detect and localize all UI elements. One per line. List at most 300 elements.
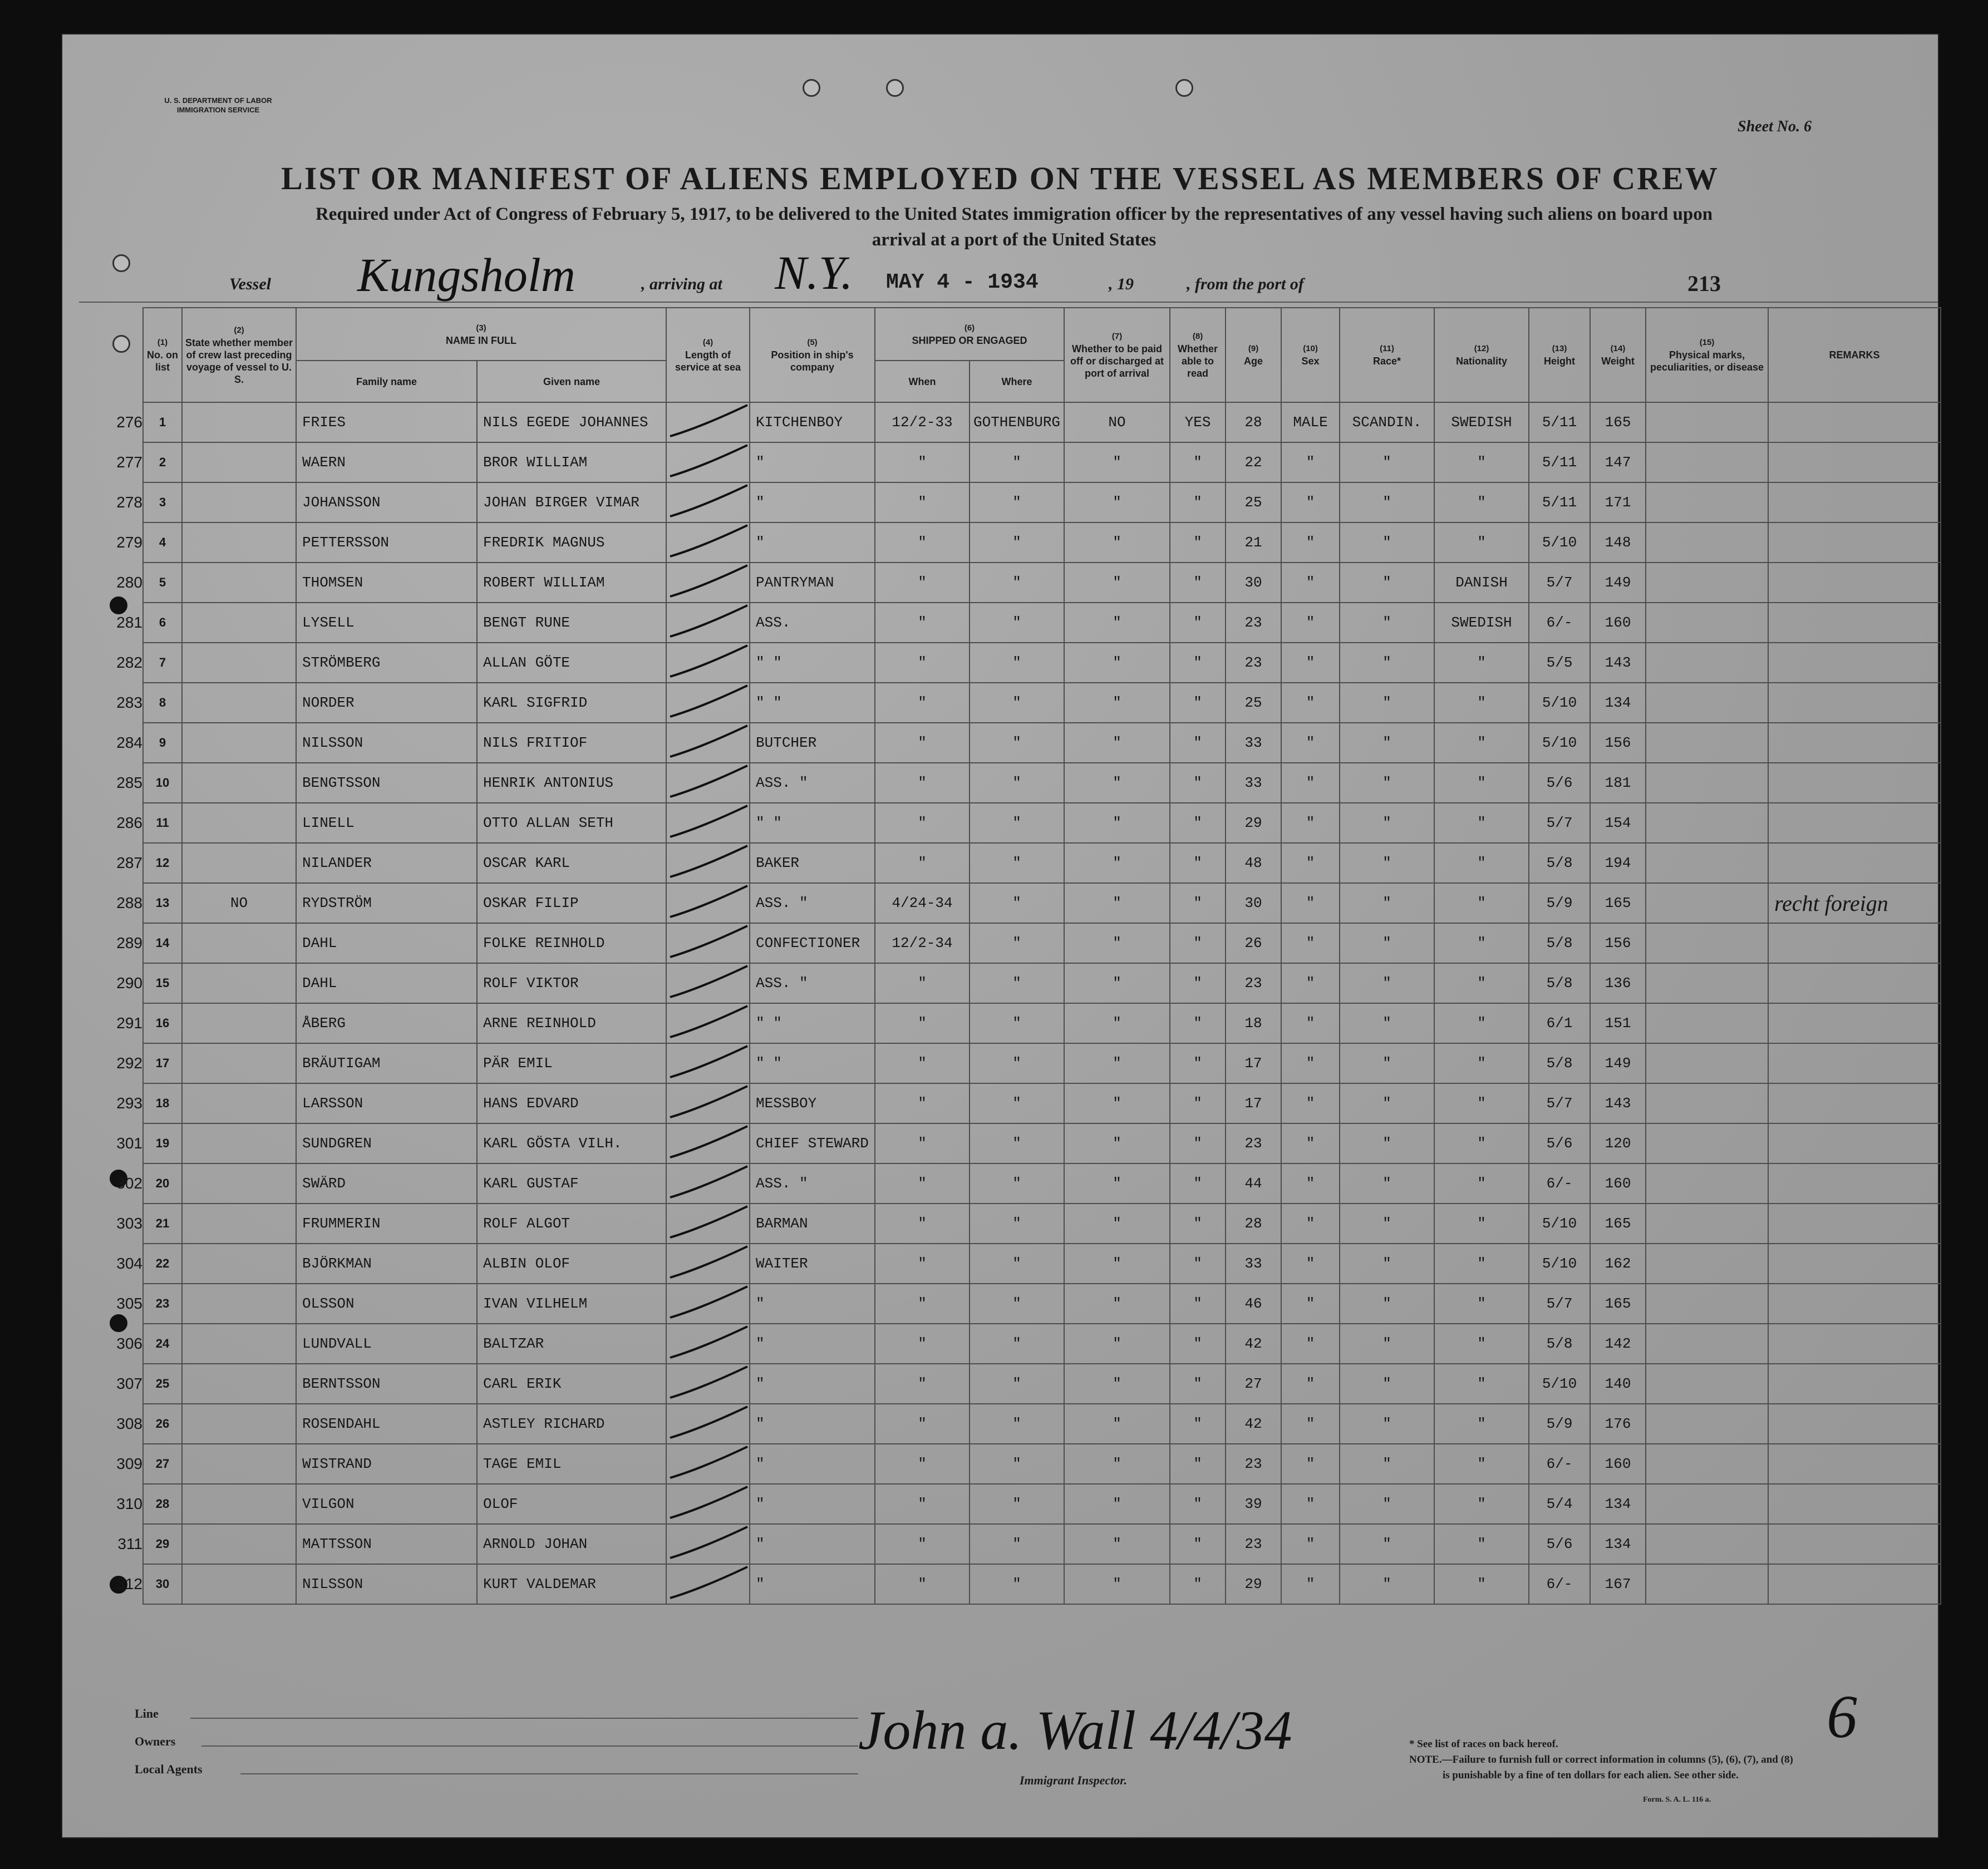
age-cell: 28 <box>1226 1204 1281 1244</box>
col-label: Sex <box>1301 356 1320 367</box>
nationality-cell: " <box>1434 1444 1529 1484</box>
given-name-cell: PÄR EMIL <box>477 1043 666 1083</box>
sex-cell: " <box>1281 1324 1340 1364</box>
able-to-read-cell: " <box>1170 522 1226 563</box>
header-when: When <box>875 361 970 402</box>
weight-cell: 165 <box>1590 1284 1646 1324</box>
nationality-cell: " <box>1434 803 1529 843</box>
position-cell: ASS. <box>750 603 875 643</box>
family-name-cell: LYSELL <box>296 603 477 643</box>
previous-voyage-cell <box>182 1524 296 1564</box>
able-to-read-cell: " <box>1170 482 1226 522</box>
family-name-cell: PETTERSSON <box>296 522 477 563</box>
no-on-list-cell: 27 <box>143 1444 182 1484</box>
col-label: Nationality <box>1456 356 1508 367</box>
col-num: (12) <box>1474 344 1489 353</box>
given-name-cell: ARNE REINHOLD <box>477 1003 666 1043</box>
physical-marks-cell <box>1646 1404 1768 1444</box>
weight-cell: 165 <box>1590 402 1646 442</box>
previous-voyage-cell <box>182 1564 296 1604</box>
physical-marks-cell <box>1646 963 1768 1003</box>
col-label: Length of service at sea <box>675 349 741 373</box>
race-cell: " <box>1340 1083 1434 1123</box>
line-number-cell: 292 <box>116 1054 142 1072</box>
shipped-when-cell: " <box>875 963 970 1003</box>
position-cell: " <box>750 1484 875 1524</box>
paid-off-cell: " <box>1064 1524 1170 1564</box>
col-label: Height <box>1544 356 1576 367</box>
shipped-when-cell: " <box>875 522 970 563</box>
paid-off-cell: " <box>1064 1284 1170 1324</box>
paid-off-cell: " <box>1064 1444 1170 1484</box>
sex-cell: " <box>1281 1284 1340 1324</box>
nationality-cell: " <box>1434 1364 1529 1404</box>
table-row <box>79 482 1941 522</box>
table-row <box>79 1284 1941 1324</box>
sex-cell: " <box>1281 1204 1340 1244</box>
shipped-where-cell: " <box>970 1284 1064 1324</box>
checkmark-stroke <box>670 1006 747 1037</box>
col-num: (5) <box>807 338 818 347</box>
shipped-where-cell: " <box>970 1244 1064 1284</box>
line-number-cell: 279 <box>116 534 142 551</box>
previous-voyage-cell <box>182 723 296 763</box>
able-to-read-cell: " <box>1170 843 1226 883</box>
checkmark-icon <box>667 803 750 842</box>
shipped-where-cell: " <box>970 522 1064 563</box>
previous-voyage-cell <box>182 1404 296 1444</box>
remarks-cell <box>1768 402 1941 442</box>
nationality-cell: " <box>1434 843 1529 883</box>
age-cell: 33 <box>1226 723 1281 763</box>
col-label: Weight <box>1601 356 1635 367</box>
col-label: Position in ship's company <box>771 349 854 373</box>
age-cell: 30 <box>1226 563 1281 603</box>
no-on-list-cell: 1 <box>143 402 182 442</box>
checkmark-icon <box>667 1485 750 1523</box>
checkmark-icon <box>667 1284 750 1323</box>
race-cell: " <box>1340 1244 1434 1284</box>
table-row <box>79 843 1941 883</box>
position-cell: " <box>750 1284 875 1324</box>
race-cell: " <box>1340 1123 1434 1163</box>
table-row <box>79 1043 1941 1083</box>
shipped-when-cell: " <box>875 1324 970 1364</box>
family-name-cell: JOHANSSON <box>296 482 477 522</box>
shipped-where-cell: " <box>970 1043 1064 1083</box>
height-cell: 5/11 <box>1529 482 1590 522</box>
nationality-cell: " <box>1434 1204 1529 1244</box>
age-cell: 44 <box>1226 1163 1281 1204</box>
checkmark-icon <box>667 1444 750 1483</box>
nationality-cell: " <box>1434 1003 1529 1043</box>
given-name-cell: BENGT RUNE <box>477 603 666 643</box>
header-sex <box>1281 308 1340 402</box>
physical-marks-cell <box>1646 1003 1768 1043</box>
family-name-cell: DAHL <box>296 923 477 963</box>
line-number-cell: 308 <box>116 1415 142 1432</box>
table-row <box>79 723 1941 763</box>
checkmark-stroke <box>670 1206 747 1237</box>
header-family-name: Family name <box>296 361 477 402</box>
year-label: , 19 <box>1109 275 1134 293</box>
able-to-read-cell: " <box>1170 883 1226 923</box>
sex-cell: " <box>1281 1364 1340 1404</box>
no-on-list-cell: 5 <box>143 563 182 603</box>
checkmark-icon <box>667 844 750 882</box>
checkmark-stroke <box>670 726 747 757</box>
previous-voyage-cell: NO <box>182 883 296 923</box>
paid-off-cell: " <box>1064 1404 1170 1444</box>
weight-cell: 160 <box>1590 1163 1646 1204</box>
physical-marks-cell <box>1646 843 1768 883</box>
service-tick-cell <box>666 1003 750 1043</box>
remarks-cell <box>1768 482 1941 522</box>
service-tick-cell <box>666 1204 750 1244</box>
able-to-read-cell: " <box>1170 763 1226 803</box>
height-cell: 5/5 <box>1529 643 1590 683</box>
age-cell: 42 <box>1226 1324 1281 1364</box>
table-row <box>79 1404 1941 1444</box>
able-to-read-cell: YES <box>1170 402 1226 442</box>
checkmark-stroke <box>670 1046 747 1077</box>
height-cell: 5/10 <box>1529 1244 1590 1284</box>
checkmark-icon <box>667 1244 750 1283</box>
race-cell: SCANDIN. <box>1340 402 1434 442</box>
sex-cell: " <box>1281 843 1340 883</box>
date-stamp: MAY 4 - 1934 <box>886 270 1039 294</box>
checkmark-stroke <box>670 926 747 957</box>
remarks-cell <box>1768 1244 1941 1284</box>
race-cell: " <box>1340 1404 1434 1444</box>
nationality-cell: " <box>1434 442 1529 482</box>
able-to-read-cell: " <box>1170 643 1226 683</box>
physical-marks-cell <box>1646 1484 1768 1524</box>
family-name-cell: NILANDER <box>296 843 477 883</box>
service-tick-cell <box>666 963 750 1003</box>
weight-cell: 143 <box>1590 1083 1646 1123</box>
col-num: (3) <box>476 323 486 333</box>
weight-cell: 156 <box>1590 723 1646 763</box>
previous-voyage-cell <box>182 923 296 963</box>
race-cell: " <box>1340 923 1434 963</box>
previous-voyage-cell <box>182 803 296 843</box>
race-cell: " <box>1340 1284 1434 1324</box>
family-name-cell: LARSSON <box>296 1083 477 1123</box>
service-tick-cell <box>666 923 750 963</box>
sex-cell: " <box>1281 883 1340 923</box>
previous-voyage-cell <box>182 683 296 723</box>
checkmark-stroke <box>670 1166 747 1197</box>
paid-off-cell: " <box>1064 683 1170 723</box>
family-name-cell: NORDER <box>296 683 477 723</box>
position-cell: " <box>750 1364 875 1404</box>
no-on-list-cell: 24 <box>143 1324 182 1364</box>
age-cell: 22 <box>1226 442 1281 482</box>
nationality-cell: DANISH <box>1434 563 1529 603</box>
previous-voyage-cell <box>182 522 296 563</box>
sheet-label: Sheet No. <box>1738 118 1800 135</box>
remarks-cell <box>1768 442 1941 482</box>
sex-cell: " <box>1281 1163 1340 1204</box>
remarks-cell <box>1768 1083 1941 1123</box>
race-cell: " <box>1340 683 1434 723</box>
shipped-when-cell: " <box>875 1123 970 1163</box>
paid-off-cell: " <box>1064 763 1170 803</box>
line-number-cell: 278 <box>116 494 142 511</box>
table-row <box>79 1163 1941 1204</box>
height-cell: 5/10 <box>1529 683 1590 723</box>
paid-off-cell: NO <box>1064 402 1170 442</box>
remarks-cell <box>1768 963 1941 1003</box>
physical-marks-cell <box>1646 1043 1768 1083</box>
height-cell: 5/8 <box>1529 923 1590 963</box>
race-cell: " <box>1340 1204 1434 1244</box>
checkmark-stroke <box>670 1407 747 1438</box>
height-cell: 5/6 <box>1529 1123 1590 1163</box>
checkmark-icon <box>667 1044 750 1083</box>
family-name-cell: RYDSTRÖM <box>296 883 477 923</box>
shipped-where-cell: " <box>970 923 1064 963</box>
position-cell: BUTCHER <box>750 723 875 763</box>
punch-hole <box>1175 79 1193 97</box>
physical-marks-cell <box>1646 763 1768 803</box>
physical-marks-cell <box>1646 1444 1768 1484</box>
table-row <box>79 563 1941 603</box>
age-cell: 29 <box>1226 803 1281 843</box>
weight-cell: 134 <box>1590 1524 1646 1564</box>
able-to-read-cell: " <box>1170 963 1226 1003</box>
family-name-cell: BJÖRKMAN <box>296 1244 477 1284</box>
able-to-read-cell: " <box>1170 1324 1226 1364</box>
paid-off-cell: " <box>1064 963 1170 1003</box>
table-row <box>79 1083 1941 1123</box>
able-to-read-cell: " <box>1170 803 1226 843</box>
remarks-cell <box>1768 1123 1941 1163</box>
penalty-note: NOTE.—Failure to furnish full or correct information in columns (5), (6), (7), and (8) <box>1409 1754 1793 1766</box>
shipped-when-cell: " <box>875 1564 970 1604</box>
no-on-list-cell: 18 <box>143 1083 182 1123</box>
line-number-cell: 276 <box>116 413 142 431</box>
height-cell: 5/7 <box>1529 1083 1590 1123</box>
checkmark-icon <box>667 563 750 602</box>
from-port-label: , from the port of <box>1187 275 1304 293</box>
shipped-where-cell: " <box>970 442 1064 482</box>
race-cell: " <box>1340 522 1434 563</box>
shipped-where-cell: " <box>970 963 1064 1003</box>
shipped-when-cell: " <box>875 563 970 603</box>
able-to-read-cell: " <box>1170 1204 1226 1244</box>
given-name-cell: ALLAN GÖTE <box>477 643 666 683</box>
shipped-where-cell: " <box>970 1364 1064 1404</box>
shipped-when-cell: " <box>875 1364 970 1404</box>
height-cell: 6/- <box>1529 1564 1590 1604</box>
weight-cell: 162 <box>1590 1244 1646 1284</box>
service-tick-cell <box>666 1404 750 1444</box>
owners-underline <box>201 1745 858 1747</box>
given-name-cell: OSKAR FILIP <box>477 883 666 923</box>
header-no-on-list <box>143 308 182 402</box>
race-cell: " <box>1340 843 1434 883</box>
able-to-read-cell: " <box>1170 603 1226 643</box>
previous-voyage-cell <box>182 643 296 683</box>
checkmark-icon <box>667 443 750 482</box>
checkmark-icon <box>667 603 750 642</box>
physical-marks-cell <box>1646 1564 1768 1604</box>
paid-off-cell: " <box>1064 1364 1170 1404</box>
weight-cell: 142 <box>1590 1324 1646 1364</box>
shipped-when-cell: " <box>875 482 970 522</box>
shipped-when-cell: " <box>875 1083 970 1123</box>
position-cell: " <box>750 482 875 522</box>
table-row <box>79 1204 1941 1244</box>
remarks-cell <box>1768 723 1941 763</box>
nationality-cell: " <box>1434 723 1529 763</box>
service-tick-cell <box>666 1364 750 1404</box>
service-tick-cell <box>666 1564 750 1604</box>
able-to-read-cell: " <box>1170 1284 1226 1324</box>
weight-cell: 160 <box>1590 603 1646 643</box>
previous-voyage-cell <box>182 1083 296 1123</box>
table-row <box>79 522 1941 563</box>
checkmark-icon <box>667 1084 750 1123</box>
nationality-cell: " <box>1434 883 1529 923</box>
height-cell: 5/8 <box>1529 843 1590 883</box>
given-name-cell: OSCAR KARL <box>477 843 666 883</box>
position-cell: PANTRYMAN <box>750 563 875 603</box>
shipped-when-cell: 12/2-33 <box>875 402 970 442</box>
position-cell: " " <box>750 803 875 843</box>
checkmark-stroke <box>670 1527 747 1558</box>
remarks-cell <box>1768 1003 1941 1043</box>
service-tick-cell <box>666 763 750 803</box>
age-cell: 23 <box>1226 963 1281 1003</box>
service-tick-cell <box>666 1524 750 1564</box>
col-label: State whether member of crew last preceding voyage of vessel to U. S. <box>185 337 293 385</box>
col-label: SHIPPED OR ENGAGED <box>912 334 1027 346</box>
service-tick-cell <box>666 1123 750 1163</box>
checkmark-stroke <box>670 966 747 997</box>
physical-marks-cell <box>1646 883 1768 923</box>
sex-cell: " <box>1281 763 1340 803</box>
race-cell: " <box>1340 563 1434 603</box>
line-number-cell: 304 <box>116 1255 142 1272</box>
line-number-cell: 285 <box>116 774 142 791</box>
paid-off-cell: " <box>1064 1564 1170 1604</box>
position-cell: " <box>750 1564 875 1604</box>
height-cell: 5/10 <box>1529 1204 1590 1244</box>
height-cell: 6/1 <box>1529 1003 1590 1043</box>
shipped-where-cell: " <box>970 1444 1064 1484</box>
family-name-cell: ROSENDAHL <box>296 1404 477 1444</box>
height-cell: 5/7 <box>1529 803 1590 843</box>
race-cell: " <box>1340 963 1434 1003</box>
age-cell: 17 <box>1226 1083 1281 1123</box>
height-cell: 6/- <box>1529 1163 1590 1204</box>
col-label: No. on list <box>147 349 178 373</box>
age-cell: 29 <box>1226 1564 1281 1604</box>
line-number-cell: 307 <box>116 1375 142 1392</box>
given-name-cell: FOLKE REINHOLD <box>477 923 666 963</box>
height-cell: 5/6 <box>1529 763 1590 803</box>
service-tick-cell <box>666 1043 750 1083</box>
subtitle-line: Required under Act of Congress of February 5, 1917, to be delivered to the United States immigration officer by the representatives of any vessel having such aliens on board upon <box>315 204 1713 224</box>
service-tick-cell <box>666 1083 750 1123</box>
sex-cell: " <box>1281 723 1340 763</box>
shipped-when-cell: " <box>875 643 970 683</box>
paid-off-cell: " <box>1064 843 1170 883</box>
given-name-cell: JOHAN BIRGER VIMAR <box>477 482 666 522</box>
nationality-cell: " <box>1434 763 1529 803</box>
vessel-label: Vessel <box>229 275 271 293</box>
remarks-cell <box>1768 1284 1941 1324</box>
able-to-read-cell: " <box>1170 723 1226 763</box>
rule-line <box>79 302 1938 303</box>
race-cell: " <box>1340 643 1434 683</box>
height-cell: 6/- <box>1529 1444 1590 1484</box>
table-row <box>79 1444 1941 1484</box>
position-cell: " <box>750 1444 875 1484</box>
given-name-cell: KARL GÖSTA VILH. <box>477 1123 666 1163</box>
document-title: LIST OR MANIFEST OF ALIENS EMPLOYED ON THE VESSEL AS MEMBERS OF CREW <box>281 160 1719 196</box>
age-cell: 25 <box>1226 482 1281 522</box>
paid-off-cell: " <box>1064 1083 1170 1123</box>
physical-marks-cell <box>1646 683 1768 723</box>
able-to-read-cell: " <box>1170 1484 1226 1524</box>
position-cell: KITCHENBOY <box>750 402 875 442</box>
service-tick-cell <box>666 843 750 883</box>
physical-marks-cell <box>1646 402 1768 442</box>
checkmark-icon <box>667 1164 750 1203</box>
height-cell: 5/9 <box>1529 883 1590 923</box>
checkmark-stroke <box>670 846 747 877</box>
header-able-to-read <box>1170 308 1226 402</box>
checkmark-icon <box>667 643 750 682</box>
checkmark-stroke <box>670 525 747 556</box>
department-line: U. S. DEPARTMENT OF LABOR <box>164 96 272 105</box>
line-number-cell: 290 <box>116 974 142 992</box>
height-cell: 5/11 <box>1529 402 1590 442</box>
line-number-cell: 306 <box>116 1335 142 1352</box>
table-row <box>79 603 1941 643</box>
previous-voyage-cell <box>182 1163 296 1204</box>
form-number: Form. S. A. L. 116 a. <box>1643 1796 1711 1804</box>
table-row <box>79 1123 1941 1163</box>
checkmark-stroke <box>670 886 747 917</box>
line-number-cell: 303 <box>116 1215 142 1232</box>
remarks-cell <box>1768 1204 1941 1244</box>
checkmark-icon <box>667 523 750 562</box>
given-name-cell: HANS EDVARD <box>477 1083 666 1123</box>
service-tick-cell <box>666 1324 750 1364</box>
shipped-where-cell: GOTHENBURG <box>970 402 1064 442</box>
height-cell: 5/10 <box>1529 1364 1590 1404</box>
line-underline <box>190 1718 858 1719</box>
no-on-list-cell: 9 <box>143 723 182 763</box>
weight-cell: 194 <box>1590 843 1646 883</box>
race-cell: " <box>1340 603 1434 643</box>
line-number-cell: 287 <box>116 854 142 871</box>
age-cell: 18 <box>1226 1003 1281 1043</box>
sex-cell: " <box>1281 1244 1340 1284</box>
position-cell: ASS. " <box>750 963 875 1003</box>
age-cell: 42 <box>1226 1404 1281 1444</box>
table-row <box>79 803 1941 843</box>
service-tick-cell <box>666 522 750 563</box>
header-shipped-or-engaged <box>875 308 1064 361</box>
nationality-cell: SWEDISH <box>1434 603 1529 643</box>
physical-marks-cell <box>1646 923 1768 963</box>
